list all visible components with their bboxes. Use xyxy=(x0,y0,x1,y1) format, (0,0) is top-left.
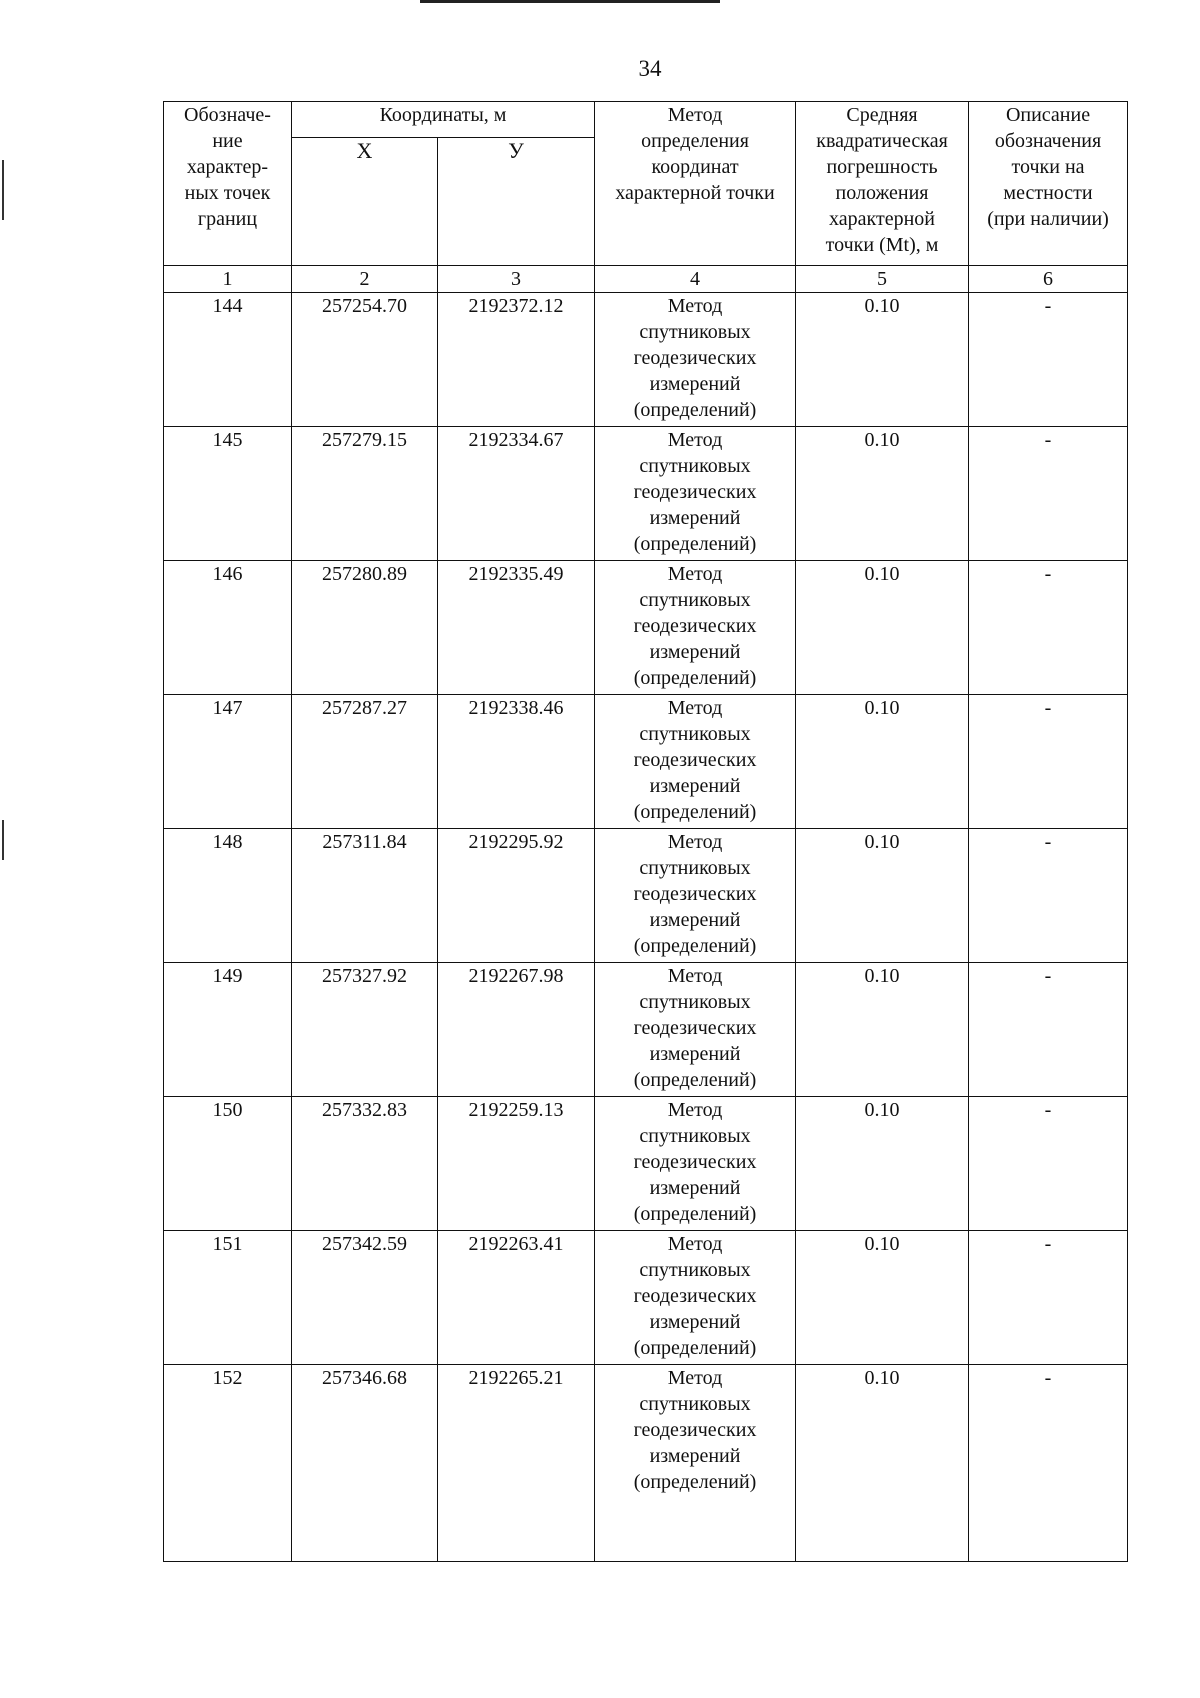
x-coordinate-cell: 257254.70 xyxy=(292,293,438,427)
table-row xyxy=(164,561,1128,695)
y-coordinate-cell: 2192263.41 xyxy=(438,1231,595,1365)
method-line: спутниковых xyxy=(639,991,751,1013)
method-line: спутниковых xyxy=(639,857,751,879)
method-line: измерений xyxy=(649,641,741,663)
x-coordinate-cell: 257280.89 xyxy=(292,561,438,695)
description-cell: - xyxy=(969,561,1128,695)
point-cell: 147 xyxy=(164,695,292,829)
table-row xyxy=(164,1097,1128,1231)
column-number: 3 xyxy=(438,266,595,293)
method-line: спутниковых xyxy=(639,1393,751,1415)
coordinates-table xyxy=(163,101,1128,1562)
method-line: (определений) xyxy=(633,1203,757,1225)
mt-error-cell: 0.10 xyxy=(796,963,969,1097)
method-line: спутниковых xyxy=(639,1125,751,1147)
point-cell: 149 xyxy=(164,963,292,1097)
method-line: (определений) xyxy=(633,667,757,689)
point-cell: 146 xyxy=(164,561,292,695)
x-coordinate-cell: 257342.59 xyxy=(292,1231,438,1365)
mt-error-cell: 0.10 xyxy=(796,1365,969,1562)
point-cell: 144 xyxy=(164,293,292,427)
table-row xyxy=(164,829,1128,963)
header-x: X xyxy=(292,138,438,266)
table-body xyxy=(164,293,1128,1562)
method-line: Метод xyxy=(667,295,723,317)
mt-error-cell: 0.10 xyxy=(796,695,969,829)
description-cell: - xyxy=(969,1097,1128,1231)
method-line: (определений) xyxy=(633,801,757,823)
method-line: геодезических xyxy=(633,1285,757,1307)
point-cell: 150 xyxy=(164,1097,292,1231)
x-coordinate-cell: 257327.92 xyxy=(292,963,438,1097)
y-coordinate-cell: 2192334.67 xyxy=(438,427,595,561)
y-coordinate-cell: 2192335.49 xyxy=(438,561,595,695)
description-cell: - xyxy=(969,963,1128,1097)
method-line: Метод xyxy=(667,1099,723,1121)
y-coordinate-cell: 2192259.13 xyxy=(438,1097,595,1231)
page-number: 34 xyxy=(638,56,662,81)
method-line: спутниковых xyxy=(639,589,751,611)
method-line: измерений xyxy=(649,507,741,529)
header-mean-square-error: Средняя квадратическая погрешность положения характерной точки (Mt), м xyxy=(796,102,969,266)
header-point-designation: Обозначе- ние характер- ных точек границ xyxy=(164,102,292,266)
method-line: Метод xyxy=(667,1367,723,1389)
method-line: измерений xyxy=(649,1043,741,1065)
description-cell: - xyxy=(969,1365,1128,1562)
column-number: 2 xyxy=(292,266,438,293)
mt-error-cell: 0.10 xyxy=(796,561,969,695)
method-line: геодезических xyxy=(633,883,757,905)
point-cell: 152 xyxy=(164,1365,292,1562)
method-line: Метод xyxy=(667,563,723,585)
description-cell: - xyxy=(969,427,1128,561)
method-line: (определений) xyxy=(633,935,757,957)
method-line: (определений) xyxy=(633,1069,757,1091)
method-line: геодезических xyxy=(633,615,757,637)
y-coordinate-cell: 2192267.98 xyxy=(438,963,595,1097)
mt-error-cell: 0.10 xyxy=(796,829,969,963)
table-row xyxy=(164,1365,1128,1562)
mt-error-cell: 0.10 xyxy=(796,1097,969,1231)
header-method: Метод определения координат характерной точки xyxy=(595,102,796,266)
column-number: 6 xyxy=(969,266,1128,293)
method-cell xyxy=(595,695,796,829)
method-line: измерений xyxy=(649,373,741,395)
method-line: (определений) xyxy=(633,399,757,421)
point-cell: 148 xyxy=(164,829,292,963)
y-coordinate-cell: 2192372.12 xyxy=(438,293,595,427)
method-line: измерений xyxy=(649,775,741,797)
method-line: Метод xyxy=(667,965,723,987)
method-line: геодезических xyxy=(633,749,757,771)
method-line: геодезических xyxy=(633,1151,757,1173)
method-cell xyxy=(595,293,796,427)
y-coordinate-cell: 2192295.92 xyxy=(438,829,595,963)
method-line: измерений xyxy=(649,1445,741,1467)
method-line: геодезических xyxy=(633,347,757,369)
method-cell xyxy=(595,427,796,561)
method-cell xyxy=(595,963,796,1097)
method-line: Метод xyxy=(667,1233,723,1255)
x-coordinate-cell: 257279.15 xyxy=(292,427,438,561)
method-line: (определений) xyxy=(633,533,757,555)
method-line: Метод xyxy=(667,697,723,719)
method-line: геодезических xyxy=(633,481,757,503)
method-line: (определений) xyxy=(633,1471,757,1493)
method-cell xyxy=(595,561,796,695)
mt-error-cell: 0.10 xyxy=(796,427,969,561)
x-coordinate-cell: 257346.68 xyxy=(292,1365,438,1562)
description-cell: - xyxy=(969,829,1128,963)
header-y: У xyxy=(438,138,595,266)
column-number: 1 xyxy=(164,266,292,293)
method-line: Метод xyxy=(667,831,723,853)
x-coordinate-cell: 257311.84 xyxy=(292,829,438,963)
description-cell: - xyxy=(969,695,1128,829)
scan-mark xyxy=(2,820,4,860)
x-coordinate-cell: 257287.27 xyxy=(292,695,438,829)
method-line: спутниковых xyxy=(639,455,751,477)
y-coordinate-cell: 2192265.21 xyxy=(438,1365,595,1562)
point-cell: 151 xyxy=(164,1231,292,1365)
column-number: 5 xyxy=(796,266,969,293)
table-row xyxy=(164,293,1128,427)
method-cell xyxy=(595,1231,796,1365)
description-cell: - xyxy=(969,1231,1128,1365)
method-line: измерений xyxy=(649,909,741,931)
method-cell xyxy=(595,829,796,963)
table-row xyxy=(164,963,1128,1097)
method-line: геодезических xyxy=(633,1419,757,1441)
point-cell: 145 xyxy=(164,427,292,561)
method-line: (определений) xyxy=(633,1337,757,1359)
description-cell: - xyxy=(969,293,1128,427)
header-coordinates: Координаты, м xyxy=(292,102,595,138)
table-row xyxy=(164,427,1128,561)
mt-error-cell: 0.10 xyxy=(796,1231,969,1365)
top-rule xyxy=(420,0,720,3)
method-line: спутниковых xyxy=(639,321,751,343)
method-line: Метод xyxy=(667,429,723,451)
header-description: Описание обозначения точки на местности (при наличии) xyxy=(969,102,1128,266)
method-cell xyxy=(595,1097,796,1231)
method-line: измерений xyxy=(649,1311,741,1333)
method-line: спутниковых xyxy=(639,723,751,745)
scan-mark xyxy=(2,160,4,220)
column-number: 4 xyxy=(595,266,796,293)
mt-error-cell: 0.10 xyxy=(796,293,969,427)
method-cell xyxy=(595,1365,796,1562)
method-line: геодезических xyxy=(633,1017,757,1039)
method-line: измерений xyxy=(649,1177,741,1199)
table-row xyxy=(164,695,1128,829)
method-line: спутниковых xyxy=(639,1259,751,1281)
table-row xyxy=(164,1231,1128,1365)
x-coordinate-cell: 257332.83 xyxy=(292,1097,438,1231)
y-coordinate-cell: 2192338.46 xyxy=(438,695,595,829)
